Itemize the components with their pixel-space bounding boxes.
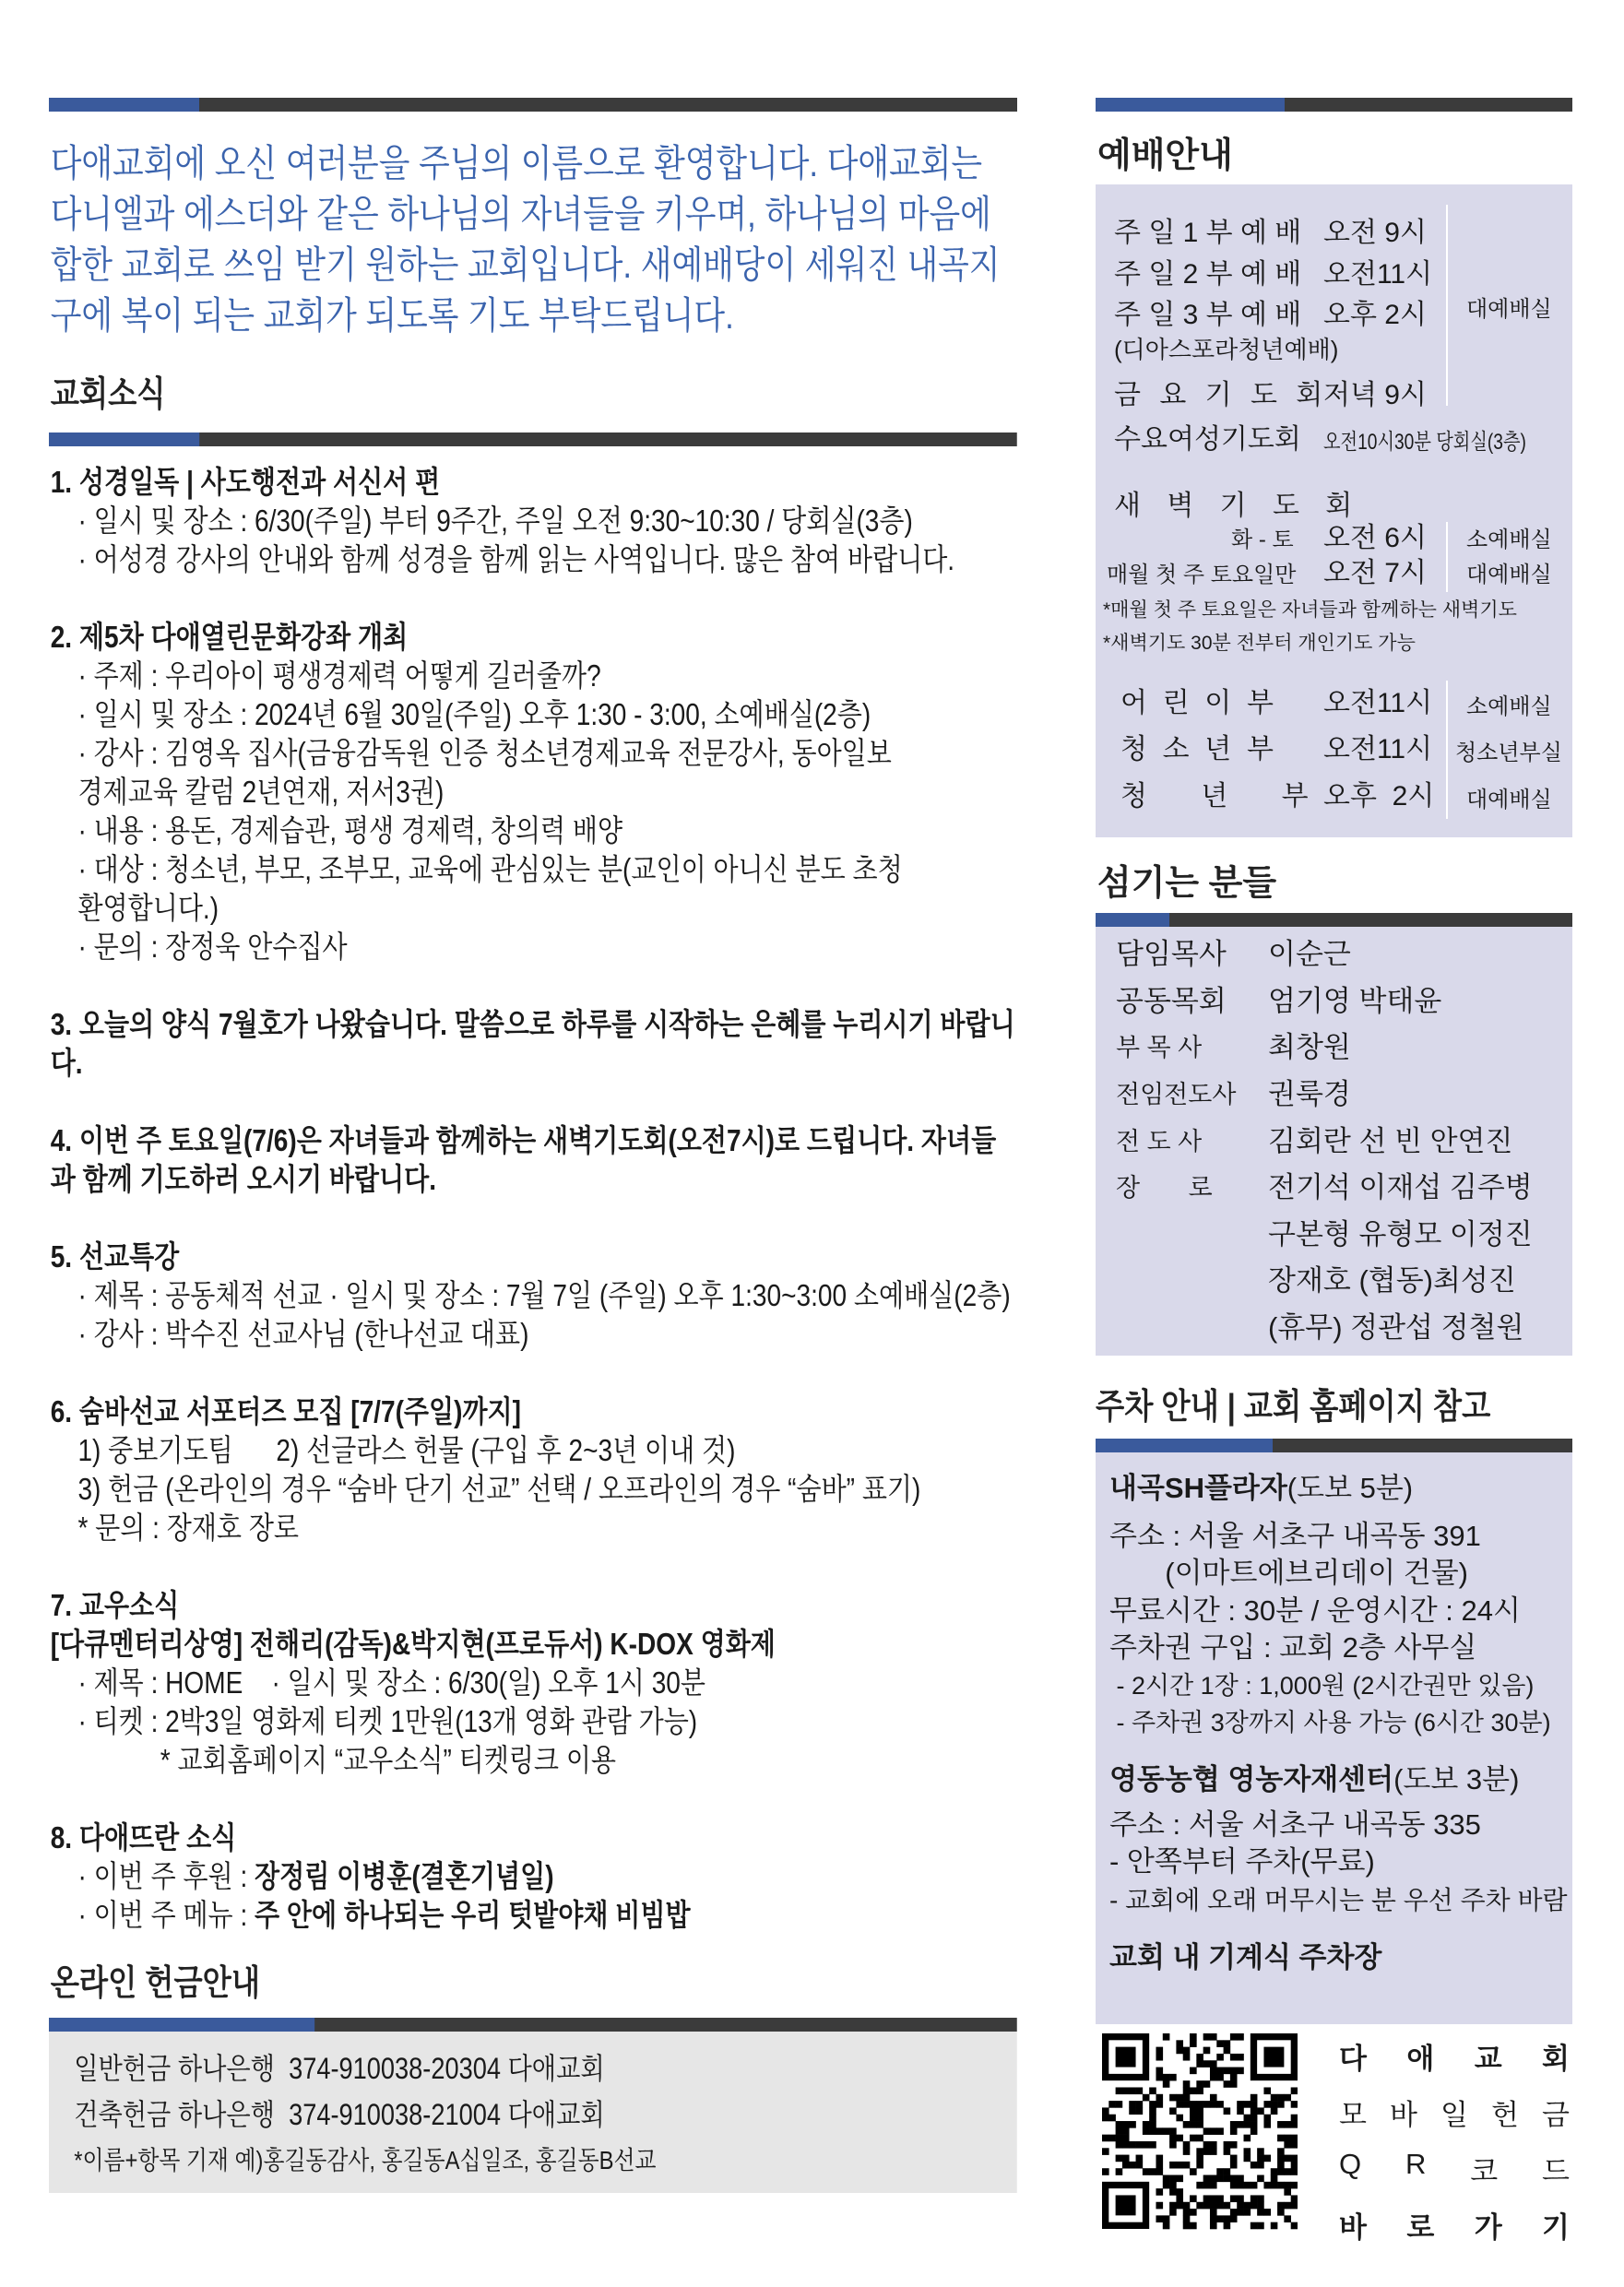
staff-role: 부 목 사 (1116, 1034, 1203, 1061)
news-line: · 주제 : 우리아이 평생경제력 어떻게 길러줄까? (77, 658, 601, 693)
offering-account-building: 건축헌금 하나은행 374-910038-21004 다애교회 (74, 2098, 605, 2131)
news-item-8 (49, 1819, 1017, 1935)
parking-line: 주차권 구입 : 교회 2층 사무실 (1109, 1631, 1477, 1664)
qr-caption-char: 바 (1339, 2211, 1367, 2244)
qr-caption-char: 회 (1542, 2043, 1570, 2075)
service-label: 주 일 3 부 예 배 (1114, 300, 1302, 330)
news-line: 1) 중보기도팀 2) 선글라스 헌물 (구입 후 2~3년 이내 것) (77, 1433, 736, 1467)
news-line: · 강사 : 김영옥 집사(금융감독원 인증 청소년경제교육 전문강사, 동아일보 (77, 736, 892, 770)
news-item-6 (49, 1392, 1017, 1547)
divider-bar (1096, 98, 1572, 112)
sponsor-value: 장정림 이병훈(결혼기념일) (255, 1859, 554, 1893)
dawn-note: *새벽기도 30분 전부터 개인기도 가능 (1103, 633, 1416, 654)
news-note: * 교회홈페이지 “교우소식” 티켓링크 이용 (160, 1743, 617, 1777)
news-item-2 (49, 618, 1017, 966)
service-label: 수요여성기도회 (1114, 424, 1301, 455)
divider-bar (49, 2018, 1017, 2032)
qr-caption-char: 교 (1474, 2043, 1502, 2075)
news-item-5 (49, 1238, 1017, 1354)
worship-heading: 예배안내 (1097, 136, 1233, 175)
divider-bar (1096, 1439, 1572, 1452)
news-item-title: 1. 성경일독 | 사도행전과 서신서 편 (50, 465, 441, 499)
staff-names: 이순근 (1268, 938, 1351, 970)
parking-2-walk: (도보 3분) (1393, 1763, 1520, 1795)
dawn-room: 소예배실 (1466, 527, 1552, 552)
qr-caption-char: 애 (1406, 2043, 1435, 2075)
news-item-title: 7. 교우소식 (50, 1588, 180, 1622)
qr-caption-char: 코 (1470, 2155, 1499, 2187)
staff-role: 장 로 (1116, 1174, 1213, 1202)
news-item-title: 5. 선교특강 (50, 1239, 180, 1274)
news-line: 환영합니다.) (77, 891, 219, 925)
menu-label: · 이번 주 메뉴 : (77, 1898, 255, 1932)
parking-line: 주소 : 서울 서초구 내곡동 335 (1109, 1808, 1481, 1841)
news-line: 3) 헌금 (온라인의 경우 “숨바 단기 선교” 선택 / 오프라인의 경우 “숨바” 표기) (77, 1472, 921, 1506)
qr-caption-char: 다 (1339, 2043, 1367, 2075)
qr-caption-char: Q (1339, 2148, 1362, 2180)
news-item-3: 3. 오늘의 양식 7월호가 나왔습니다. 말씀으로 하루를 시작하는 은혜를 누리시기 바랍니다. (50, 1007, 1015, 1080)
news-item-subtitle: [다큐멘터리상영] 전해리(감독)&박지현(프로듀서) K-DOX 영화제 (50, 1627, 776, 1661)
sponsor-label: · 이번 주 후원 : (77, 1859, 255, 1893)
service-label: 금 요 기 도 회 (1114, 380, 1329, 410)
news-item-title: 2. 제5차 다애열린문화강좌 개최 (50, 620, 409, 654)
service-time: 저녁 9시 (1323, 380, 1427, 410)
service-time: 오전 9시 (1323, 218, 1427, 248)
qr-caption-char: 드 (1542, 2155, 1570, 2187)
parking-line: 무료시간 : 30분 / 운영시간 : 24시 (1109, 1594, 1521, 1627)
dept-time: 오전11시 (1323, 734, 1433, 764)
service-room: 대예배실 (1466, 297, 1552, 322)
dawn-days: 화 - 토 (1231, 527, 1294, 552)
column-divider (1446, 522, 1448, 592)
service-label: 주 일 1 부 예 배 (1114, 218, 1302, 248)
news-line: · 일시 및 장소 : 6/30(주일) 부터 9주간, 주일 오전 9:30~10:30 / 당회실(3층) (77, 504, 913, 538)
news-line: · 제목 : HOME · 일시 및 장소 : 6/30(일) 오후 1시 30분 (77, 1665, 706, 1700)
parking-line: - 안쪽부터 주차(무료) (1109, 1845, 1375, 1878)
news-line: 경제교육 칼럼 2년연재, 저서3권) (77, 775, 445, 809)
left-column (49, 138, 1017, 2193)
divider-bar (1096, 913, 1572, 927)
qr-caption-line[interactable] (1339, 2148, 1570, 2189)
news-line: · 제목 : 공동체적 선교 · 일시 및 장소 : 7월 7일 (주일) 오후 1:30~3:00 소예배실(2층) (77, 1278, 1011, 1312)
dept-room: 소예배실 (1466, 694, 1552, 719)
service-time: 오전11시 (1323, 259, 1433, 290)
dawn-time: 오전 6시 (1323, 523, 1427, 553)
news-item-title: 6. 숨바선교 서포터즈 모집 [7/7(주일)까지] (50, 1394, 521, 1428)
parking-line: - 교회에 오래 머무시는 분 우선 주차 바람 (1109, 1886, 1568, 1914)
news-line: * 문의 : 장재호 장로 (77, 1511, 300, 1545)
news-line: · 강사 : 박수진 선교사님 (한나선교 대표) (77, 1317, 529, 1351)
qr-code-icon[interactable] (1102, 2033, 1298, 2232)
dawn-days: 매월 첫 주 토요일만 (1107, 563, 1297, 587)
qr-caption-char: 헌 (1491, 2099, 1519, 2131)
offering-panel (49, 2032, 1017, 2193)
qr-caption-char: 가 (1474, 2211, 1502, 2244)
dept-label: 청 년 부 (1120, 781, 1309, 812)
parking-line: (이마트에브리데이 건물) (1109, 1557, 1469, 1589)
parking-heading: 주차 안내 | 교회 홈페이지 참고 (1096, 1388, 1491, 1427)
dawn-room: 대예배실 (1466, 563, 1552, 587)
service-time: 오전10시30분 당회실(3층) (1323, 430, 1526, 455)
service-subtitle: (디아스포라청년예배) (1114, 336, 1339, 363)
staff-role: 담임목사 (1116, 938, 1227, 970)
column-divider (1446, 681, 1448, 819)
news-line: · 어성경 강사의 안내와 함께 성경을 함께 읽는 사역입니다. 많은 참여 바랍니다. (77, 542, 955, 576)
dawn-time: 오전 7시 (1323, 558, 1427, 588)
dept-room: 청소년부실 (1455, 741, 1562, 765)
dawn-prayer-label: 새 벽 기 도 회 (1114, 491, 1362, 521)
news-item-title: 8. 다애뜨란 소식 (50, 1820, 237, 1854)
news-heading: 교회소식 (50, 375, 166, 414)
staff-names: 권룩경 (1268, 1078, 1351, 1110)
column-divider (1446, 205, 1448, 406)
qr-caption-char: 바 (1390, 2099, 1417, 2131)
qr-caption-char: 금 (1542, 2099, 1570, 2131)
qr-caption-char: R (1405, 2148, 1427, 2180)
parking-1-name: 내곡SH플라자 (1109, 1472, 1287, 1504)
staff-names: (휴무) 정관섭 정철원 (1268, 1311, 1524, 1344)
news-line: · 내용 : 용돈, 경제습관, 평생 경제력, 창의력 배양 (77, 813, 623, 847)
staff-role: 전임전도사 (1116, 1081, 1237, 1108)
staff-names: 장재호 (협동)최성진 (1268, 1264, 1516, 1297)
dept-room: 대예배실 (1466, 788, 1552, 812)
parking-line: - 주차권 3장까지 사용 가능 (6시간 30분) (1109, 1709, 1551, 1736)
news-line: · 티켓 : 2박3일 영화제 티켓 1만원(13개 영화 관람 가능) (77, 1704, 698, 1738)
staff-names: 최창원 (1268, 1031, 1351, 1063)
qr-caption-char: 일 (1440, 2099, 1468, 2131)
qr-caption-char: 모 (1339, 2099, 1367, 2131)
news-item-7 (49, 1586, 1017, 1780)
dept-time: 오전11시 (1323, 688, 1433, 718)
qr-caption-line[interactable] (1339, 2091, 1570, 2133)
news-item-1 (49, 463, 1017, 579)
parking-line: 주소 : 서울 서초구 내곡동 391 (1109, 1520, 1481, 1552)
staff-role: 전 도 사 (1116, 1128, 1203, 1155)
offering-heading: 온라인 헌금안내 (50, 1964, 261, 2003)
service-time: 오후 2시 (1323, 300, 1427, 330)
menu-value: 주 안에 하나되는 우리 텃밭야채 비빔밥 (255, 1898, 691, 1932)
qr-caption-line[interactable] (1339, 2204, 1570, 2246)
parking-3-name: 교회 내 기계식 주차장 (1109, 1941, 1382, 1973)
parking-line: - 2시간 1장 : 1,000원 (2시간권만 있음) (1109, 1672, 1535, 1700)
qr-caption-char: 기 (1542, 2211, 1570, 2244)
welcome-message: 다애교회에 오신 여러분을 주님의 이름으로 환영합니다. 다애교회는 다니엘과 에스더와 같은 하나님의 자녀들을 키우며, 하나님의 마음에 합한 교회로 쓰임 받기 원하는 교회입니다. 새예배당이 세워진 내곡지구에 복이 되는 교회가 되도록 기도 부탁드립니다. (50, 142, 1001, 337)
dept-label: 어 린 이 부 (1120, 688, 1274, 718)
staff-heading: 섬기는 분들 (1097, 864, 1277, 903)
divider-bar (49, 433, 1017, 446)
staff-names: 엄기영 박태윤 (1268, 985, 1442, 1017)
divider-bar (49, 98, 1017, 112)
dept-label: 청 소 년 부 (1120, 734, 1274, 764)
dept-time: 오후 2시 (1323, 781, 1435, 812)
parking-1-walk: (도보 5분) (1286, 1472, 1414, 1504)
dawn-note: *매월 첫 주 토요일은 자녀들과 함께하는 새벽기도 (1103, 599, 1517, 621)
news-line: · 대상 : 청소년, 부모, 조부모, 교육에 관심있는 분(교인이 아니신 분도 초청 (77, 852, 903, 886)
parking-2-name: 영동농협 영농자재센터 (1109, 1763, 1394, 1795)
service-label: 주 일 2 부 예 배 (1114, 259, 1302, 290)
qr-caption-line[interactable] (1339, 2035, 1570, 2077)
staff-names: 구본형 유형모 이정진 (1268, 1218, 1533, 1250)
offering-account-general: 일반헌금 하나은행 374-910038-20304 다애교회 (74, 2052, 605, 2085)
qr-caption-char: 로 (1406, 2211, 1435, 2244)
news-item-4: 4. 이번 주 토요일(7/6)은 자녀들과 함께하는 새벽기도회(오전7시)로 드립니다. 자녀들과 함께 기도하러 오시기 바랍니다. (50, 1123, 997, 1196)
staff-names: 김회란 선 빈 안연진 (1268, 1125, 1513, 1157)
offering-note: *이름+항목 기재 예)홍길동감사, 홍길동A십일조, 홍길동B선교 (74, 2146, 657, 2174)
news-line: · 문의 : 장정욱 안수집사 (77, 930, 348, 964)
staff-names: 전기석 이재섭 김주병 (1268, 1171, 1533, 1203)
news-line: · 일시 및 장소 : 2024년 6월 30일(주일) 오후 1:30 - 3:00, 소예배실(2층) (77, 697, 871, 731)
staff-role: 공동목회 (1116, 985, 1227, 1017)
